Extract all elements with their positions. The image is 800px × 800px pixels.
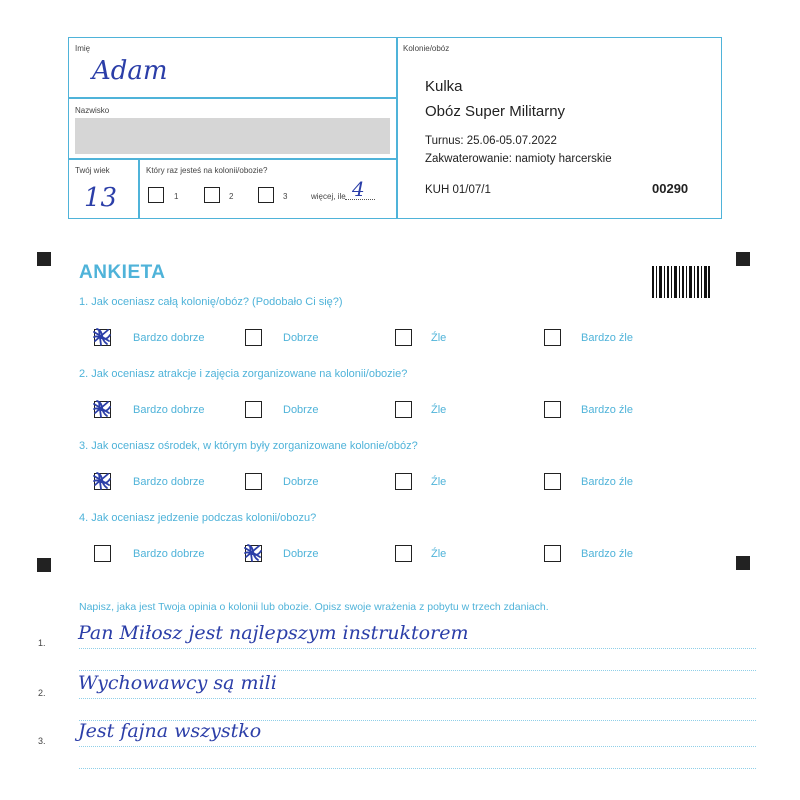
scribble-mark-icon — [91, 470, 113, 492]
accommodation-text: Zakwaterowanie: namioty harcerskie — [425, 153, 612, 165]
answer-label: Bardzo dobrze — [133, 332, 205, 344]
scribble-mark-icon — [242, 542, 264, 564]
more-times-label: więcej, ile — [311, 192, 346, 201]
opinion-handwriting[interactable]: Pan Miłosz jest najlepszym instruktorem — [78, 622, 469, 644]
answer-checkbox[interactable] — [395, 329, 412, 346]
opinion-prompt: Napisz, jaka jest Twoja opinia o kolonii lub obozie. Opisz swoje wrażenia z pobytu w trzech zdaniach. — [79, 601, 549, 613]
last-name-redacted — [75, 118, 390, 154]
answer-checkbox[interactable] — [395, 473, 412, 490]
which-time-label: Który raz jesteś na kolonii/obozie? — [146, 166, 268, 175]
more-times-value[interactable]: 4 — [352, 177, 365, 201]
scribble-mark-icon — [91, 398, 113, 420]
opinion-dotted-line — [79, 746, 756, 747]
which-time-option-3: 3 — [283, 192, 288, 201]
which-time-option-1: 1 — [174, 192, 179, 201]
question-text: 3. Jak oceniasz ośrodek, w którym były zorganizowane kolonie/obóz? — [79, 440, 418, 452]
answer-checkbox[interactable] — [544, 473, 561, 490]
opinion-handwriting[interactable]: Jest fajna wszystko — [78, 720, 262, 742]
answer-label: Bardzo źle — [581, 332, 633, 344]
question-text: 2. Jak oceniasz atrakcje i zajęcia zorganizowane na kolonii/obozie? — [79, 368, 408, 380]
answer-checkbox[interactable] — [94, 329, 111, 346]
camp-name: Kulka — [425, 78, 463, 95]
answer-label: Bardzo źle — [581, 476, 633, 488]
which-time-option-2: 2 — [229, 192, 234, 201]
answer-checkbox[interactable] — [544, 401, 561, 418]
registration-marker — [37, 252, 51, 266]
which-time-checkbox-2[interactable] — [204, 187, 220, 203]
answer-checkbox[interactable] — [245, 473, 262, 490]
turnus-text: Turnus: 25.06-05.07.2022 — [425, 135, 557, 147]
opinion-dotted-line — [79, 670, 756, 671]
age-value[interactable]: 13 — [84, 183, 118, 213]
answer-checkbox[interactable] — [245, 329, 262, 346]
answer-label: Dobrze — [283, 548, 319, 560]
answer-label: Dobrze — [283, 332, 319, 344]
answer-checkbox[interactable] — [245, 545, 262, 562]
camp-code: KUH 01/07/1 — [425, 184, 491, 196]
answer-checkbox[interactable] — [94, 473, 111, 490]
answer-label: Źle — [431, 548, 447, 560]
opinion-line-number: 1. — [38, 638, 46, 648]
answer-checkbox[interactable] — [544, 329, 561, 346]
opinion-dotted-line — [79, 648, 756, 649]
barcode-icon — [652, 266, 710, 298]
form-number: 00290 — [652, 181, 689, 196]
question-text: 1. Jak oceniasz całą kolonię/obóz? (Podobało Ci się?) — [79, 296, 343, 308]
answer-label: Źle — [431, 404, 447, 416]
first-name-label: Imię — [75, 44, 91, 53]
first-name-value[interactable]: Adam — [92, 56, 168, 86]
answer-checkbox[interactable] — [94, 545, 111, 562]
answer-label: Dobrze — [283, 476, 319, 488]
camp-label: Kolonie/obóz — [403, 44, 450, 53]
answer-label: Bardzo źle — [581, 548, 633, 560]
question-text: 4. Jak oceniasz jedzenie podczas kolonii/obozu? — [79, 512, 317, 524]
opinion-handwriting[interactable]: Wychowawcy są mili — [78, 672, 277, 694]
answer-label: Dobrze — [283, 404, 319, 416]
answer-checkbox[interactable] — [544, 545, 561, 562]
answer-checkbox[interactable] — [245, 401, 262, 418]
opinion-line-number: 2. — [38, 688, 46, 698]
registration-marker — [736, 556, 750, 570]
scribble-mark-icon — [91, 326, 113, 348]
answer-label: Źle — [431, 476, 447, 488]
which-time-checkbox-1[interactable] — [148, 187, 164, 203]
answer-checkbox[interactable] — [395, 401, 412, 418]
opinion-line-number: 3. — [38, 736, 46, 746]
answer-label: Bardzo dobrze — [133, 476, 205, 488]
last-name-label: Nazwisko — [75, 106, 110, 115]
registration-marker — [736, 252, 750, 266]
opinion-dotted-line — [79, 768, 756, 769]
answer-label: Bardzo źle — [581, 404, 633, 416]
camp-title: Obóz Super Militarny — [425, 103, 566, 120]
survey-title: ANKIETA — [79, 262, 166, 283]
answer-label: Źle — [431, 332, 447, 344]
registration-marker — [37, 558, 51, 572]
which-time-checkbox-3[interactable] — [258, 187, 274, 203]
answer-label: Bardzo dobrze — [133, 548, 205, 560]
answer-checkbox[interactable] — [395, 545, 412, 562]
age-label: Twój wiek — [75, 166, 110, 175]
answer-checkbox[interactable] — [94, 401, 111, 418]
answer-label: Bardzo dobrze — [133, 404, 205, 416]
opinion-dotted-line — [79, 698, 756, 699]
